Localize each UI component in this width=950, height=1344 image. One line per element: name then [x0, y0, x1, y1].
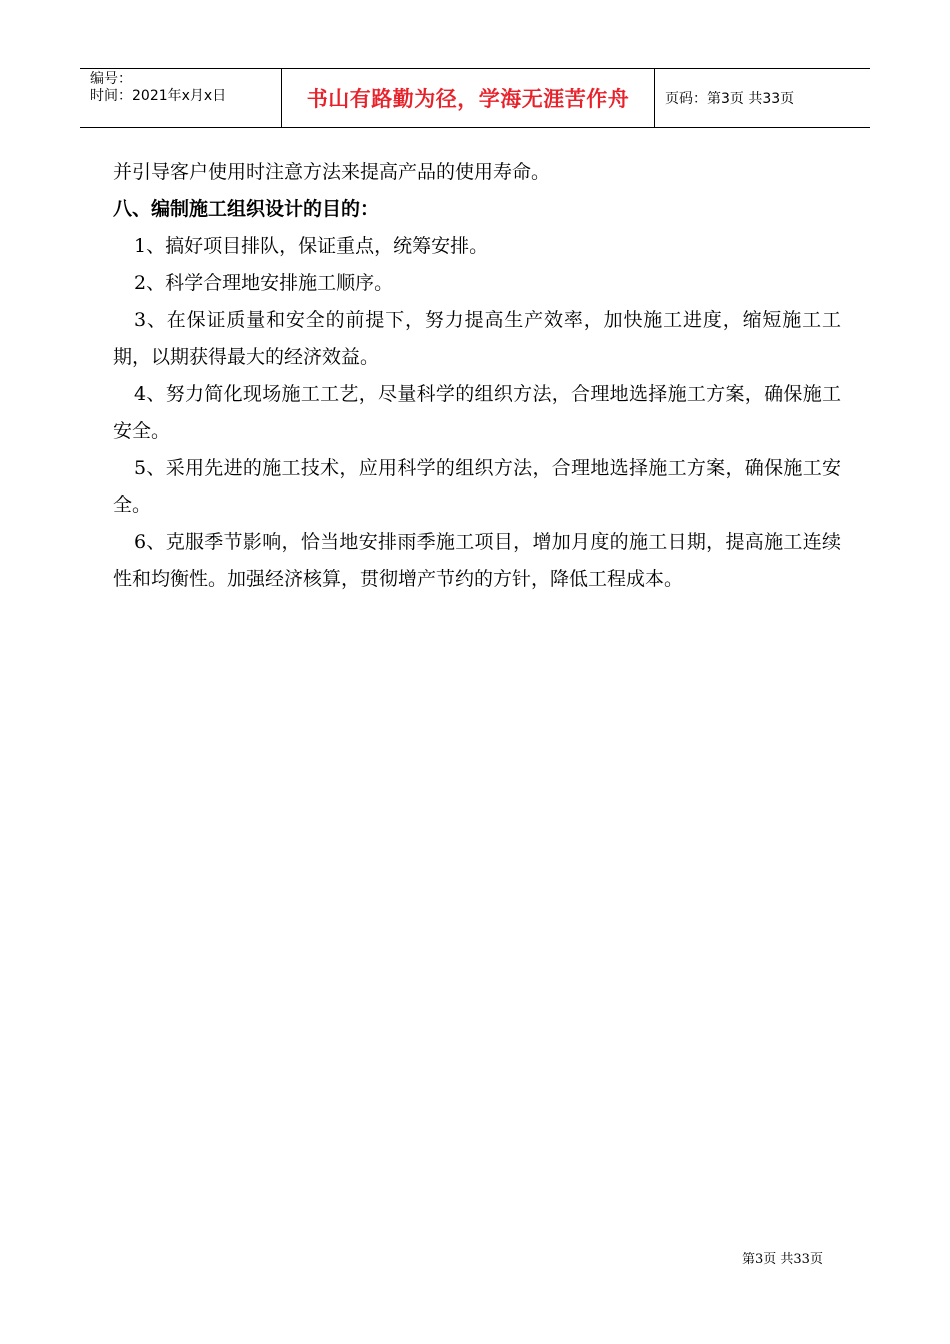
list-item: 6、克服季节影响，恰当地安排雨季施工项目，增加月度的施工日期，提高施工连续性和均衡性。加强经济核算，贯彻增产节约的方针，降低工程成本。: [113, 531, 841, 590]
document-body: [113, 154, 841, 598]
body-paragraph: 并引导客户使用时注意方法来提高产品的使用寿命。: [113, 161, 551, 183]
list-item: 4、努力简化现场施工工艺，尽量科学的组织方法，合理地选择施工方案，确保施工安全。: [113, 383, 841, 442]
page-footer: [742, 1248, 823, 1267]
header-motto: 书山有路勤为径，学海无涯苦作舟: [306, 87, 630, 111]
list-item: 5、采用先进的施工技术，应用科学的组织方法，合理地选择施工方案，确保施工安全。: [113, 457, 841, 516]
header-motto-cell: [282, 69, 655, 127]
header-page-info: 页码：第3页 共33页: [665, 91, 795, 107]
list-item: 3、在保证质量和安全的前提下，努力提高生产效率，加快施工进度，缩短施工工期，以期获得最大的经济效益。: [113, 309, 841, 368]
section-heading: 八、编制施工组织设计的目的：: [113, 198, 380, 220]
list-item: 2、科学合理地安排施工顺序。: [134, 272, 394, 294]
header-page-cell: [655, 69, 870, 127]
page-header: [80, 68, 870, 128]
document-number-label: 编号：: [90, 71, 132, 87]
footer-page-number: 第3页 共33页: [742, 1252, 823, 1267]
document-date: 时间：2021年x月x日: [90, 88, 227, 104]
header-meta-cell: [80, 69, 282, 127]
list-item: 1、搞好项目排队，保证重点，统筹安排。: [134, 235, 489, 257]
